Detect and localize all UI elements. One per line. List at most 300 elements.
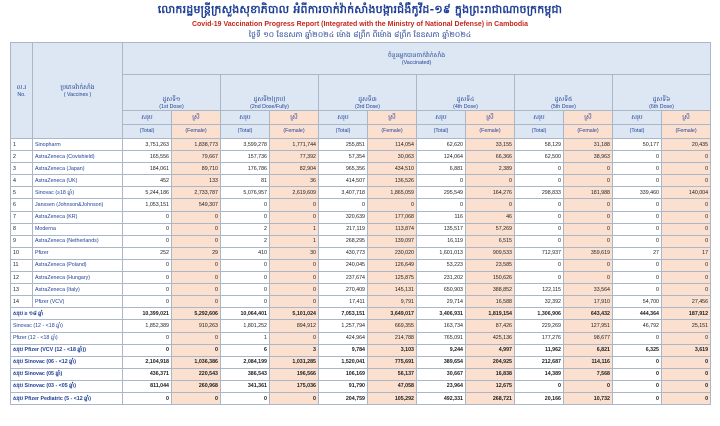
total-cell: 0 [613, 380, 662, 392]
total-cell: 0 [221, 259, 270, 271]
female-cell: 7,568 [564, 368, 613, 380]
total-cell: 58,129 [515, 139, 564, 151]
total-cell: 3,751,263 [123, 139, 172, 151]
total-cell: 6,325 [613, 344, 662, 356]
total-cell: 0 [221, 392, 270, 404]
summary-label: Pfizer (12 - <18 ឆ្នាំ) [11, 332, 123, 344]
summary-row [11, 356, 711, 368]
female-cell: 268,721 [466, 392, 515, 404]
total-cell: 0 [613, 392, 662, 404]
total-cell: 255,851 [319, 139, 368, 151]
total-cell: 341,361 [221, 380, 270, 392]
total-cell: 20,166 [515, 392, 564, 404]
female-cell: 388,852 [466, 284, 515, 296]
female-cell: 87,426 [466, 320, 515, 332]
total-cell: 0 [515, 272, 564, 284]
summary-label: សរុប Sinovac (06 - <12 ឆ្នាំ) [11, 356, 123, 368]
header-no-en: No. [17, 92, 26, 98]
header-dose-3 [319, 75, 417, 111]
total-cell: 116 [417, 211, 466, 223]
female-cell: 0 [662, 380, 711, 392]
table-row [11, 284, 711, 296]
female-cell: 0 [564, 235, 613, 247]
female-cell: 3,103 [368, 344, 417, 356]
female-cell: 181,988 [564, 187, 613, 199]
female-cell: 2,619,609 [270, 187, 319, 199]
female-cell: 27,456 [662, 296, 711, 308]
header-dose-km: ដូសទី១ [162, 96, 181, 103]
female-cell: 113,874 [368, 223, 417, 235]
summary-row [11, 332, 711, 344]
header-total-en: (Total) [319, 125, 368, 139]
header-no [11, 43, 33, 139]
total-cell: 27 [613, 247, 662, 259]
total-cell: 6,881 [417, 163, 466, 175]
table-row [11, 259, 711, 271]
female-cell: 5,292,606 [172, 308, 221, 320]
table-row [11, 272, 711, 284]
total-cell: 0 [613, 199, 662, 211]
total-cell: 0 [613, 272, 662, 284]
header-vaccine-en: ( Vaccines ) [63, 92, 92, 98]
header-dose-en: (3rd Dose) [354, 104, 381, 110]
total-cell: 163,734 [417, 320, 466, 332]
female-cell: 12,675 [466, 380, 515, 392]
total-cell: 712,937 [515, 247, 564, 259]
header-female-en: (Female) [564, 125, 613, 139]
header-total-en: (Total) [417, 125, 466, 139]
total-cell: 1,852,389 [123, 320, 172, 332]
female-cell: 3,649,017 [368, 308, 417, 320]
total-cell: 452 [123, 175, 172, 187]
total-cell: 0 [613, 259, 662, 271]
table-row [11, 199, 711, 211]
total-cell: 0 [221, 284, 270, 296]
vaccine-name: Janssen (Johnson&Johnson) [33, 199, 123, 211]
female-cell: 177,068 [368, 211, 417, 223]
total-cell: 268,295 [319, 235, 368, 247]
table-row [11, 163, 711, 175]
total-cell: 410 [221, 247, 270, 259]
total-cell: 0 [221, 272, 270, 284]
vaccine-name: AstraZeneca (Italy) [33, 284, 123, 296]
total-cell: 0 [515, 199, 564, 211]
total-cell: 204,759 [319, 392, 368, 404]
total-cell: 386,543 [221, 368, 270, 380]
female-cell: 0 [662, 259, 711, 271]
total-cell: 0 [123, 235, 172, 247]
header-dose-1 [123, 75, 221, 111]
header-female-km: ស្រី [662, 111, 711, 125]
total-cell: 53,223 [417, 259, 466, 271]
female-cell: 5,101,024 [270, 308, 319, 320]
total-cell: 23,964 [417, 380, 466, 392]
female-cell: 0 [270, 284, 319, 296]
female-cell: 0 [564, 272, 613, 284]
total-cell: 0 [123, 392, 172, 404]
total-cell: 0 [515, 175, 564, 187]
female-cell: 775,691 [368, 356, 417, 368]
total-cell: 1,306,906 [515, 308, 564, 320]
header-total-km: សរុប [319, 111, 368, 125]
female-cell: 38,963 [564, 151, 613, 163]
female-cell: 0 [172, 259, 221, 271]
total-cell: 177,276 [515, 332, 564, 344]
female-cell: 57,269 [466, 223, 515, 235]
female-cell: 0 [564, 175, 613, 187]
total-cell: 165,556 [123, 151, 172, 163]
total-cell: 298,833 [515, 187, 564, 199]
female-cell: 145,131 [368, 284, 417, 296]
total-cell: 389,654 [417, 356, 466, 368]
female-cell: 0 [662, 368, 711, 380]
female-cell: 0 [564, 163, 613, 175]
report-date: ថ្ងៃទី ១០ ខែឧសភា ឆ្នាំ២០២៤ ម៉ោង ៨ព្រឹក ពីម៉ោង ៨ព្រឹក ខែឧសភា ឆ្នាំ២០២៤ [248, 30, 472, 39]
total-cell: 320,639 [319, 211, 368, 223]
female-cell: 0 [662, 235, 711, 247]
female-cell: 1 [270, 235, 319, 247]
female-cell: 220,543 [172, 368, 221, 380]
header-female-en: (Female) [662, 125, 711, 139]
vaccine-name: AstraZeneca (Hungary) [33, 272, 123, 284]
total-cell: 492,331 [417, 392, 466, 404]
table-row [11, 151, 711, 163]
report-title-english: Covid-19 Vaccination Progress Report (Integrated with the Ministry of National Defense) in Cambodia [191, 21, 529, 28]
female-cell: 0 [564, 223, 613, 235]
female-cell: 79,667 [172, 151, 221, 163]
total-cell: 1,801,252 [221, 320, 270, 332]
header-total-en: (Total) [515, 125, 564, 139]
female-cell: 0 [172, 272, 221, 284]
total-cell: 50,177 [613, 139, 662, 151]
female-cell: 125,875 [368, 272, 417, 284]
total-cell: 0 [123, 284, 172, 296]
total-cell: 212,687 [515, 356, 564, 368]
female-cell: 0 [466, 175, 515, 187]
female-cell: 126,649 [368, 259, 417, 271]
female-cell: 6,821 [564, 344, 613, 356]
header-dose-en: (1st Dose) [159, 104, 184, 110]
row-number: 6 [11, 199, 33, 211]
total-cell: 811,044 [123, 380, 172, 392]
total-cell: 0 [515, 235, 564, 247]
female-cell: 9,791 [368, 296, 417, 308]
female-cell: 0 [172, 284, 221, 296]
header-dose-en: (5th Dose) [551, 104, 576, 110]
female-cell: 150,626 [466, 272, 515, 284]
total-cell: 965,356 [319, 163, 368, 175]
total-cell: 3,599,278 [221, 139, 270, 151]
total-cell: 252 [123, 247, 172, 259]
total-cell: 0 [123, 344, 172, 356]
total-cell: 32,392 [515, 296, 564, 308]
summary-row [11, 392, 711, 404]
header-dose-5 [515, 75, 613, 111]
row-number: 7 [11, 211, 33, 223]
total-cell: 5,076,957 [221, 187, 270, 199]
total-cell: 0 [613, 211, 662, 223]
female-cell: 0 [564, 259, 613, 271]
female-cell: 0 [662, 223, 711, 235]
summary-row [11, 380, 711, 392]
total-cell: 29,714 [417, 296, 466, 308]
header-vaccinated [123, 43, 711, 75]
total-cell: 0 [613, 284, 662, 296]
row-number: 12 [11, 272, 33, 284]
total-cell: 0 [613, 151, 662, 163]
row-number: 9 [11, 235, 33, 247]
row-number: 4 [11, 175, 33, 187]
total-cell: 270,409 [319, 284, 368, 296]
header-total-en: (Total) [123, 125, 172, 139]
female-cell: 0 [270, 272, 319, 284]
female-cell: 17 [662, 247, 711, 259]
report-header [0, 0, 720, 42]
header-total-km: សរុប [221, 111, 270, 125]
table-row [11, 296, 711, 308]
total-cell: 0 [221, 211, 270, 223]
female-cell: 47,058 [368, 380, 417, 392]
total-cell: 184,061 [123, 163, 172, 175]
total-cell: 0 [613, 368, 662, 380]
header-total-km: សរុប [515, 111, 564, 125]
female-cell: 98,677 [564, 332, 613, 344]
row-number: 8 [11, 223, 33, 235]
vaccine-name: AstraZeneca (Netherlands) [33, 235, 123, 247]
female-cell: 17,910 [564, 296, 613, 308]
female-cell: 0 [564, 380, 613, 392]
female-cell: 0 [270, 199, 319, 211]
female-cell: 434,510 [368, 163, 417, 175]
total-cell: 430,773 [319, 247, 368, 259]
total-cell: 240,045 [319, 259, 368, 271]
total-cell: 3,406,931 [417, 308, 466, 320]
female-cell: 29 [172, 247, 221, 259]
total-cell: 2,104,918 [123, 356, 172, 368]
table-row [11, 247, 711, 259]
female-cell: 127,951 [564, 320, 613, 332]
total-cell: 57,354 [319, 151, 368, 163]
vaccine-name: AstraZeneca (UK) [33, 175, 123, 187]
female-cell: 1,838,773 [172, 139, 221, 151]
female-cell: 0 [662, 163, 711, 175]
table-row [11, 175, 711, 187]
total-cell: 11,962 [515, 344, 564, 356]
summary-label: សរុប Pfizer Pediatric (5 - <12 ឆ្នាំ) [11, 392, 123, 404]
summary-row [11, 344, 711, 356]
female-cell: 187,912 [662, 308, 711, 320]
total-cell: 436,371 [123, 368, 172, 380]
total-cell: 16,119 [417, 235, 466, 247]
row-number: 13 [11, 284, 33, 296]
female-cell: 4,997 [466, 344, 515, 356]
female-cell: 669,355 [368, 320, 417, 332]
header-vaccine [33, 43, 123, 139]
total-cell: 124,064 [417, 151, 466, 163]
header-female-km: ស្រី [466, 111, 515, 125]
female-cell: 214,788 [368, 332, 417, 344]
header-female-en: (Female) [270, 125, 319, 139]
female-cell: 31,188 [564, 139, 613, 151]
total-cell: 0 [613, 223, 662, 235]
total-cell: 54,700 [613, 296, 662, 308]
total-cell: 229,269 [515, 320, 564, 332]
header-dose-4 [417, 75, 515, 111]
header-female-en: (Female) [368, 125, 417, 139]
summary-row [11, 368, 711, 380]
total-cell: 2 [221, 235, 270, 247]
total-cell: 650,903 [417, 284, 466, 296]
header-dose-en: (6th Dose) [649, 104, 674, 110]
total-cell: 106,169 [319, 368, 368, 380]
female-cell: 56,137 [368, 368, 417, 380]
header-total-en: (Total) [613, 125, 662, 139]
total-cell: 9,244 [417, 344, 466, 356]
header-female-km: ស្រី [368, 111, 417, 125]
total-cell: 0 [515, 380, 564, 392]
total-cell: 0 [613, 235, 662, 247]
report-title-khmer: លោករដ្ឋមន្ត្រីក្រសួងសុខាភិបាល​ អំពីការចាក់វ៉ាក់សាំងបង្ការជំងឺកូវីដ-១៩ ក្នុងព្រះរាជាណាចក្រកម្ពុជា [157, 3, 563, 16]
total-cell: 3,407,718 [319, 187, 368, 199]
header-dose-km: ដូសទី២(ក្រប) [253, 96, 286, 103]
row-number: 10 [11, 247, 33, 259]
female-cell: 16,838 [466, 368, 515, 380]
female-cell: 0 [662, 175, 711, 187]
female-cell: 425,136 [466, 332, 515, 344]
header-female-km: ស្រី [564, 111, 613, 125]
vaccine-name: Moderna [33, 223, 123, 235]
vaccination-table [10, 42, 711, 405]
row-number: 1 [11, 139, 33, 151]
female-cell: 0 [172, 211, 221, 223]
female-cell: 0 [564, 211, 613, 223]
header-total-en: (Total) [221, 125, 270, 139]
total-cell: 176,786 [221, 163, 270, 175]
total-cell: 0 [515, 259, 564, 271]
female-cell: 0 [270, 296, 319, 308]
total-cell: 765,091 [417, 332, 466, 344]
female-cell: 643,432 [564, 308, 613, 320]
total-cell: 414,507 [319, 175, 368, 187]
total-cell: 1,257,794 [319, 320, 368, 332]
female-cell: 139,097 [368, 235, 417, 247]
header-vaccine-km: ប្រភេទវ៉ាក់សាំង [60, 84, 95, 91]
header-female-en: (Female) [466, 125, 515, 139]
total-cell: 0 [221, 199, 270, 211]
total-cell: 424,964 [319, 332, 368, 344]
female-cell: 30,063 [368, 151, 417, 163]
header-dose-km: ដូសទី៤ [456, 96, 475, 103]
female-cell: 16,588 [466, 296, 515, 308]
total-cell: 135,517 [417, 223, 466, 235]
total-cell: 444,364 [613, 308, 662, 320]
header-vaccinated-en: (Vaccinated) [401, 60, 432, 66]
female-cell: 0 [662, 284, 711, 296]
total-cell: 9,784 [319, 344, 368, 356]
header-no-km: ល.រ [16, 84, 27, 91]
female-cell: 10,732 [564, 392, 613, 404]
female-cell: 230,020 [368, 247, 417, 259]
table-row [11, 211, 711, 223]
total-cell: 157,736 [221, 151, 270, 163]
total-cell: 0 [613, 163, 662, 175]
female-cell: 1,036,386 [172, 356, 221, 368]
row-number: 11 [11, 259, 33, 271]
female-cell: 260,968 [172, 380, 221, 392]
row-number: 2 [11, 151, 33, 163]
female-cell: 33,564 [564, 284, 613, 296]
header-dose-en: (4th Dose) [453, 104, 478, 110]
header-dose-km: ដូសទី៥ [554, 96, 573, 103]
female-cell: 1,031,285 [270, 356, 319, 368]
female-cell: 36 [270, 175, 319, 187]
total-cell: 1,601,013 [417, 247, 466, 259]
female-cell: 0 [270, 392, 319, 404]
summary-label: សរុប Sinovac (03 - <05 ឆ្នាំ) [11, 380, 123, 392]
header-female-en: (Female) [172, 125, 221, 139]
total-cell: 62,500 [515, 151, 564, 163]
female-cell: 204,925 [466, 356, 515, 368]
total-cell: 6 [221, 344, 270, 356]
female-cell: 2,389 [466, 163, 515, 175]
female-cell: 549,307 [172, 199, 221, 211]
female-cell: 1,771,744 [270, 139, 319, 151]
total-cell: 295,549 [417, 187, 466, 199]
total-cell: 122,115 [515, 284, 564, 296]
total-cell: 0 [417, 199, 466, 211]
total-cell: 0 [123, 211, 172, 223]
total-cell: 0 [123, 272, 172, 284]
header-dose-km: ដូសទី៣ [358, 96, 377, 103]
total-cell: 1,053,151 [123, 199, 172, 211]
female-cell: 196,566 [270, 368, 319, 380]
female-cell: 114,054 [368, 139, 417, 151]
total-cell: 30,667 [417, 368, 466, 380]
female-cell: 66,366 [466, 151, 515, 163]
female-cell: 82,904 [270, 163, 319, 175]
header-dose-en: (2nd Dose/Fully) [250, 104, 289, 110]
female-cell: 0 [662, 199, 711, 211]
total-cell: 339,460 [613, 187, 662, 199]
total-cell: 10,064,401 [221, 308, 270, 320]
female-cell: 0 [662, 272, 711, 284]
female-cell: 0 [662, 151, 711, 163]
female-cell: 0 [270, 259, 319, 271]
header-dose-km: ដូសទី៦ [652, 96, 671, 103]
total-cell: 0 [123, 332, 172, 344]
female-cell: 20,435 [662, 139, 711, 151]
female-cell: 894,912 [270, 320, 319, 332]
total-cell: 10,399,021 [123, 308, 172, 320]
header-total-km: សរុប [417, 111, 466, 125]
female-cell: 909,533 [466, 247, 515, 259]
female-cell: 140,004 [662, 187, 711, 199]
vaccine-name: AstraZeneca (KR) [33, 211, 123, 223]
table-row [11, 187, 711, 199]
total-cell: 0 [613, 332, 662, 344]
female-cell: 0 [662, 332, 711, 344]
female-cell: 0 [172, 223, 221, 235]
female-cell: 0 [368, 199, 417, 211]
female-cell: 3 [270, 344, 319, 356]
female-cell: 136,526 [368, 175, 417, 187]
female-cell: 0 [564, 199, 613, 211]
row-number: 5 [11, 187, 33, 199]
female-cell: 6,515 [466, 235, 515, 247]
summary-label: Sinovac (12 - <18 ឆ្នាំ) [11, 320, 123, 332]
female-cell: 164,276 [466, 187, 515, 199]
header-female-km: ស្រី [172, 111, 221, 125]
